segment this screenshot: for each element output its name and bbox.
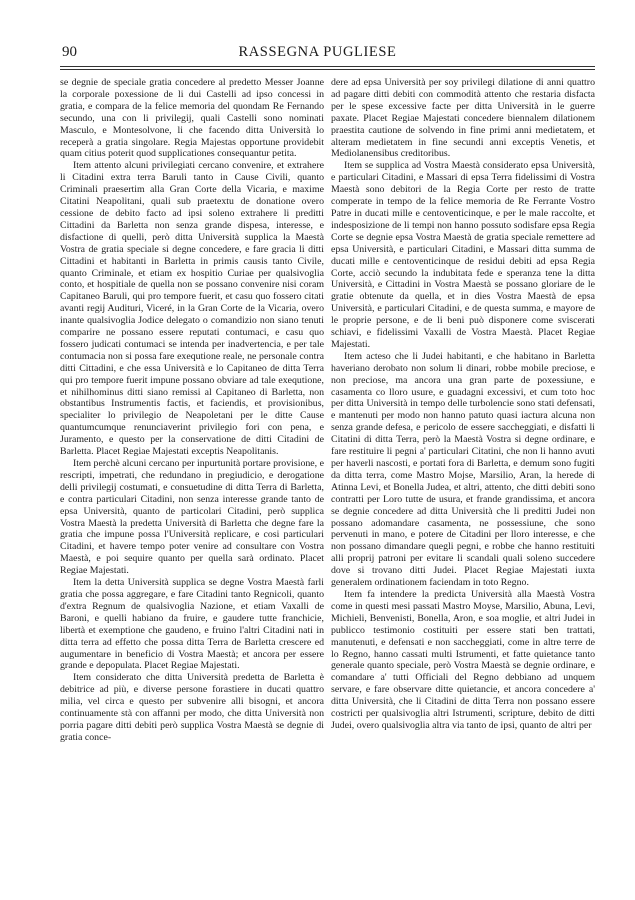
- paragraph: Item la detta Università supplica se degne Vostra Maestà farli gratia che possa aggregare, e fare Citadini tanto Regnicoli, quanto d'extra Regnum de qualsivoglia Nazione, et etiam Vaxalli de Baroni, e quelli habiano da fruire, e gaudere tutte franchicie, libertà et exemptione che gaudeno, e fruino l'altri Citadini nati in ditta terra ad effetto che possa ditta Terra de Barletta crescere ed augumentare in beneficio di Vostra Maestà; et ancora per essere grande e depopulata. Placet Regiae Majestati.: [60, 577, 324, 672]
- paragraph: Item considerato che ditta Università predetta de Barletta è debitrice ad più, e diverse persone forastiere in ducati quattro milia, vel circa e questo per subvenire alli bisogni, et ancora continuamente stà con affanni per modo, che ditta Università non porria pagare ditti debiti però supplica Vostra Maestà se degnie di gratia conce-: [60, 672, 324, 743]
- paragraph: Item perchè alcuni cercano per inpurtunità portare provisione, e rescripti, impetrati, che redundano in pregiudicio, e derogatione delli privilegij costumati, e consuetudine di ditta Terra di Barletta, e contra particulari Citadini, non senza interesse grande tanto de epsa Università, quanto de particolari Citadini, però supplica Vostra Maestà la predetta Università di Barletta che degne fare la gratia che impune possa l'Università replicare, e cosi particulari Citadini, et havere tempo poter venire ad consultare con Vostra Maestà, e poi sequire quanto per quella sarà ordinato. Placet Regiae Majestati.: [60, 458, 324, 577]
- header-rule-bottom: [60, 69, 595, 70]
- paragraph: Item se supplica ad Vostra Maestà considerato epsa Università, e particulari Citadini, e Massari di epsa Terra fidelissimi di Vostra Maestà sono debitori de la Regia Corte per resto de tratte comperate in tempo de la felice memoria de Re Ferrante Vostro Patre in ducati mille e centoventicinque, e per le male raccolte, et indesposizione de li tempi non hanno possuto sodisfare epsa Regia Corte se degnie epsa Vostra Maestà de gratia speciale remettere ad epsa Università, e particulari Citadini, e Massari ditta summa de ducati mille e centoventicinque de residui debiti ad epsa Regia Corte, acciò secundo la indubitata fede e speranza tene la ditta Università, e Cittadini in Vostra Maestà se possano gloriare de le gratie obtenute da quella, et in dies Vostra Maestà de epsa Università, e particulari Citadini, e de questa summa, e mayore de le proprie persone, e de li beni può disponere come sviscerati schiavi, e fidelissimi Vaxalli de Vostra Maestà. Placet Regiae Majestati.: [331, 160, 595, 350]
- running-title: RASSEGNA PUGLIESE: [238, 44, 397, 60]
- left-column: [60, 77, 324, 744]
- paragraph: se degnie de speciale gratia concedere al predetto Messer Joanne la corporale poxessione de li dui Castelli ad ipso concessi in gratia, e compara de la felice memoria del quondam Re Fernando secundo, una con li privilegij, quali Castelli sono nominati Masculo, e Montesolvone, li che facendo ditta Università lo receperà a gratia singolare. Regia Majestas opportune providebit quam citius poterit quod supplicationes consequantur petita.: [60, 77, 324, 160]
- right-column: [331, 77, 595, 732]
- paragraph: Item fa intendere la predicta Università alla Maestà Vostra come in questi mesi passati Mastro Moyse, Marsilio, Abuna, Levi, Michieli, Benvenisti, Bonella, Aron, e soa moglie, et altri Judei in publicco testimonio costituiti per essere stati ben trattati, manutenuti, e defensati e non saccheggiati, come in altre terre de lo Regno, hanno cassati multi Istrumenti, et fatte quietance tanto generale quanto speciale, però Vostra Maestà se degnie ordinare, e comandare a' tutti Officiali del Regno debbiano ad unquem servare, e fare observare ditte quietancie, et ancora concedere a' ditta Università, che li Citadini de ditta Terra non possano essere costricti per qualsivoglia altri Istrumenti, scripture, debito de ditti Judei, overo qualsivoglia altra via tanto de ipsi, quanto de altri per: [331, 588, 595, 731]
- paragraph: Item attento alcuni privilegiati cercano convenire, et extrahere li Citadini extra terra Baruli tanto in Cause Civili, quanto Criminali praesertim alla Gran Corte della Vicaria, e maxime Citatini Neapolitani, quali sub praetextu de donatione overo cessione de debito facto ad ipsi soleno extrahere li preditti Cittadini da Barletta non senza grande dispesa, interesse, e disfactione di quelli, però ditta Università supplica la Maestà Vostra de gratia speciale si degne concedere, e fare gracia li ditti Cittadini et habitanti in Barletta in primis causis tanto Civile, quanto Criminale, et etiam ex hospitio Curiae per qualsivoglia conto, et hospitiale de quella non se possano convenire nisi coram Capitaneo Baruli, qui pro tempore fuerit, et casu quo fossero citati avanti regij Audituri, Viceré, in la Gran Corte de la Vicaria, overo inante qualsivoglia Jodice delegato o comandizio non siano tenuti comparire ne possano essere reputati contumaci, e casu quo fossero judicati contumaci se intenda per inadvertencia, e per tale contumacia non si possa fare exequtione reale, ne personale contra ditti Cittadini, e che essa Università e lo Capitaneo de ditta Terra qui pro tempore fuerit impune possano obviare ad tale exequtione, et nihilhominus ditti siano remissi al Capitaneo di Barletta, non obstantibus Instrumentis factis, et faciendis, et provisionibus, specialiter lo privilegio de Neapoletani per le ditte Cause quantumcumque renunciaverint privilegio fori con pena, e Juramento, e questo per la conservatione de ditti Citadini de Barletta. Placet Regiae Majestati exceptis Neapolitanis.: [60, 160, 324, 458]
- page-number: 90: [62, 44, 77, 60]
- paragraph: Item acteso che li Judei habitanti, e che habitano in Barletta haveriano derobato non solum li dinari, robbe mobile preciose, e non preciose, ma ancora una gran parte de poxessiune, e casamenta co lloro usure, e guadagni excessivi, et cum toto hoc per ditta Università in tempo delle turbolencie sono stati defensati, e mantenuti per modo non hanno patuto quasi iactura alcuna non senza grande defesa, e pericolo de essere saccheggiati, e disfatti li Citatini di ditta Terra, però la Maestà Vostra si degne ordinare, e fare restituire li pegni a' particulari Citatini, che non li hanno avuti per haverli nascosti, e portati fora di Barletta, e demum sono fugiti da ditta terra, come Mastro Mojse, Marsilio, Aran, la herede di Atinna Levi, et Bonella Judea, et altri, attento, che ditti debiti sono contratti per Loro tutte de usura, et frande grandissima, et ancora se degnie concedere ad ditta Università che li preditti Judei non possano adomandare casamenta, ne possessiune, che sono pervenuti in mano, e potere de Citadini per lloro interesse, e che non possano dimandare quegli pegni, e robbe che hanno restituiti alli proprij patroni per evitare li scandali quali soleno succedere dove si trovano ditti Judei. Placet Regiae Majestati iuxta generalem ordinationem faciendam in toto Regno.: [331, 350, 595, 589]
- header-rule-top: [60, 66, 595, 67]
- paragraph: dere ad epsa Università per soy privilegi dilatione di anni quattro ad pagare ditti debiti con commodità attento che restaria disfacta per le spese excessive facte per ditta Università in le guerre paxate. Placet Regiae Majestati concedere biennalem dilationem praestita cautione de solvendo in fine primi anni medietatem, et alteram medietatem in fine secundi anni exceptis Venetis, et Mediolanensibus creditoribus.: [331, 77, 595, 160]
